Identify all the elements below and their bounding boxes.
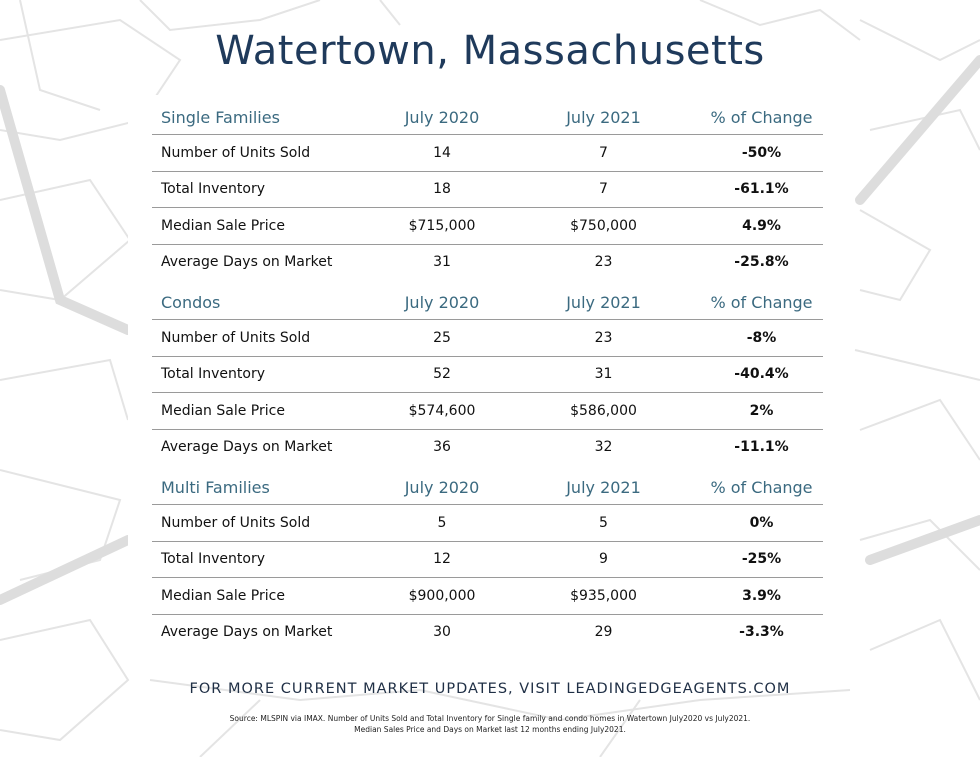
source-line-2: Median Sales Price and Days on Market last 12 months ending July2021. [354, 725, 626, 734]
metric-value: $574,600 [408, 402, 476, 419]
metric-value: $900,000 [408, 587, 476, 604]
market-section [152, 471, 823, 650]
metric-value: 31 [594, 366, 613, 383]
column-header: July 2020 [404, 478, 480, 497]
column-header: July 2021 [566, 478, 641, 497]
metric-value: 30 [433, 624, 451, 641]
percent-change: 3.9% [742, 587, 781, 604]
column-header: July 2021 [566, 108, 641, 127]
metric-value: 9 [599, 551, 608, 568]
metric-value: 52 [433, 366, 451, 383]
table-row [152, 172, 823, 209]
table-row [152, 578, 823, 615]
metric-value: 31 [433, 254, 451, 271]
metric-label: Total Inventory [161, 551, 266, 568]
metric-value: 7 [599, 181, 608, 198]
metric-label: Average Days on Market [161, 254, 333, 271]
table-row [152, 135, 823, 172]
section-title: Condos [161, 293, 221, 312]
table-row [152, 615, 823, 651]
percent-change: -25% [741, 551, 782, 568]
metric-value: 29 [594, 624, 613, 641]
metric-value: 18 [433, 181, 451, 198]
metric-value: 25 [433, 329, 451, 346]
table-row [152, 542, 823, 579]
metric-label: Average Days on Market [161, 624, 333, 641]
percent-change: 4.9% [742, 217, 781, 234]
metric-value: 12 [433, 551, 451, 568]
page-title: Watertown, Massachusetts [215, 28, 765, 74]
percent-change: 0% [749, 514, 774, 531]
column-header: % of Change [710, 108, 813, 127]
section-header-row [152, 286, 823, 320]
column-header: July 2020 [404, 293, 480, 312]
metric-value: $586,000 [570, 402, 637, 419]
column-header: % of Change [710, 293, 813, 312]
metric-label: Median Sale Price [161, 402, 285, 419]
column-header: July 2021 [566, 293, 641, 312]
percent-change: -40.4% [734, 366, 789, 383]
percent-change: -25.8% [734, 254, 789, 271]
metric-label: Number of Units Sold [161, 514, 311, 531]
table-row [152, 430, 823, 466]
table-row [152, 505, 823, 542]
metric-label: Total Inventory [161, 366, 266, 383]
metric-label: Total Inventory [161, 181, 266, 198]
metric-value: $715,000 [408, 217, 476, 234]
metric-value: 23 [594, 329, 613, 346]
column-header: July 2020 [404, 108, 480, 127]
market-section [152, 286, 823, 465]
column-header: % of Change [710, 478, 813, 497]
metric-value: 32 [594, 439, 613, 456]
table-row [152, 320, 823, 357]
metric-label: Median Sale Price [161, 217, 285, 234]
table-row [152, 208, 823, 245]
percent-change: -11.1% [734, 439, 789, 456]
section-header-row [152, 471, 823, 505]
table-row [152, 245, 823, 281]
section-header-row [152, 101, 823, 135]
market-section [152, 101, 823, 280]
percent-change: -61.1% [734, 181, 789, 198]
metric-value: 14 [433, 144, 451, 161]
metric-value: $750,000 [570, 217, 637, 234]
table-row [152, 357, 823, 394]
metric-value: 7 [599, 144, 608, 161]
percent-change: -8% [746, 329, 777, 346]
source-note [0, 713, 980, 735]
metric-value: 36 [433, 439, 451, 456]
section-title: Single Families [161, 108, 280, 127]
metric-value: 5 [437, 514, 447, 531]
percent-change: -3.3% [739, 624, 784, 641]
metric-label: Number of Units Sold [161, 329, 311, 346]
market-tables [152, 101, 823, 656]
metric-value: 23 [594, 254, 613, 271]
table-row [152, 393, 823, 430]
metric-label: Median Sale Price [161, 587, 285, 604]
metric-label: Average Days on Market [161, 439, 333, 456]
metric-value: $935,000 [570, 587, 637, 604]
source-line-1: Source: MLSPIN via IMAX. Number of Units Sold and Total Inventory for Single family and condo homes in Watertown July2020 vs July2021. [229, 714, 751, 723]
percent-change: 2% [749, 402, 774, 419]
percent-change: -50% [741, 144, 782, 161]
market-updates-cta: FOR MORE CURRENT MARKET UPDATES, VISIT LEADINGEDGEAGENTS.COM [189, 681, 791, 697]
section-title: Multi Families [161, 478, 270, 497]
metric-value: 5 [599, 514, 608, 531]
metric-label: Number of Units Sold [161, 144, 311, 161]
